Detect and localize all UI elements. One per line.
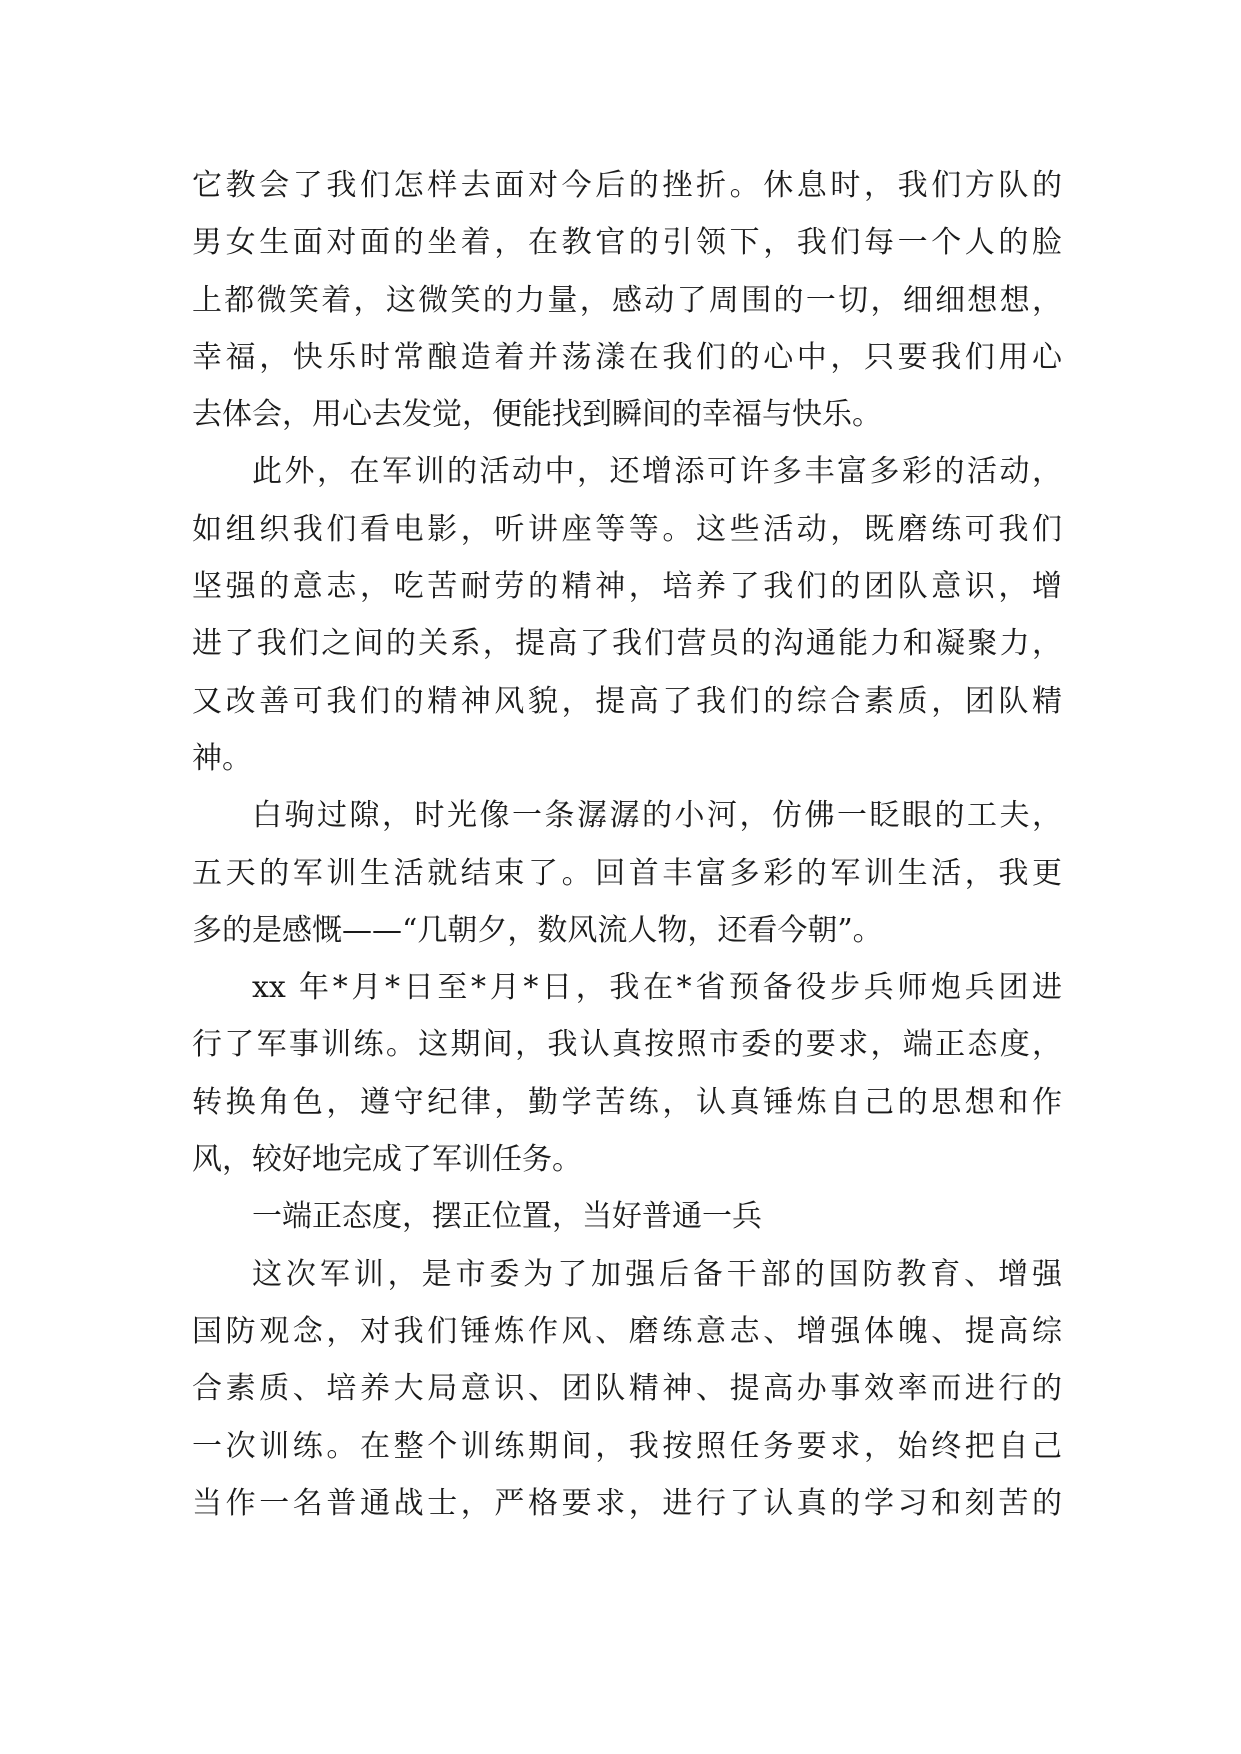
text-line: 男女生面对面的坐着，在教官的引领下，我们每一个人的脸 bbox=[192, 225, 1062, 261]
paragraph-1 bbox=[192, 157, 1062, 443]
text-line: 转换角色，遵守纪律，勤学苦练，认真锤炼自己的思想和作 bbox=[192, 1084, 1062, 1120]
text-line: 这次军训，是市委为了加强后备干部的国防教育、增强 bbox=[252, 1256, 1062, 1292]
text-line: 上都微笑着，这微笑的力量，感动了周围的一切，细细想想， bbox=[192, 282, 1062, 318]
text-line: 进了我们之间的关系，提高了我们营员的沟通能力和凝聚力， bbox=[192, 626, 1062, 662]
text-line: xx 年*月*日至*月*日，我在*省预备役步兵师炮兵团进 bbox=[252, 970, 1062, 1006]
paragraph-3 bbox=[192, 787, 1062, 959]
text-line: 此外，在军训的活动中，还增添可许多丰富多彩的活动， bbox=[252, 454, 1062, 490]
body-text bbox=[192, 157, 1062, 1532]
text-line: 行了军事训练。这期间，我认真按照市委的要求，端正态度， bbox=[192, 1027, 1062, 1063]
text-line: 如组织我们看电影，听讲座等等。这些活动，既磨练可我们 bbox=[192, 511, 1062, 547]
paragraph-4 bbox=[192, 959, 1062, 1188]
section-heading bbox=[192, 1188, 1062, 1245]
text-line: 幸福，快乐时常酿造着并荡漾在我们的心中，只要我们用心 bbox=[192, 339, 1062, 375]
text-line: 一次训练。在整个训练期间，我按照任务要求，始终把自己 bbox=[192, 1428, 1062, 1464]
text-line: 风，较好地完成了军训任务。 bbox=[192, 1142, 582, 1178]
text-line: 当作一名普通战士，严格要求，进行了认真的学习和刻苦的 bbox=[192, 1485, 1062, 1521]
text-line: 它教会了我们怎样去面对今后的挫折。休息时，我们方队的 bbox=[192, 168, 1062, 203]
text-line: 坚强的意志，吃苦耐劳的精神，培养了我们的团队意识，增 bbox=[192, 569, 1062, 605]
text-line: 去体会，用心去发觉，便能找到瞬间的幸福与快乐。 bbox=[192, 397, 882, 433]
text-line: 又改善可我们的精神风貌，提高了我们的综合素质，团队精 bbox=[192, 683, 1062, 719]
paragraph-5 bbox=[192, 1246, 1062, 1532]
paragraph-2 bbox=[192, 443, 1062, 787]
text-line: 国防观念，对我们锤炼作风、磨练意志、增强体魄、提高综 bbox=[192, 1313, 1062, 1349]
text-line: 五天的军训生活就结束了。回首丰富多彩的军训生活，我更 bbox=[192, 855, 1062, 891]
text-line: 神。 bbox=[192, 740, 252, 776]
heading-line: 一端正态度，摆正位置，当好普通一兵 bbox=[252, 1199, 762, 1235]
text-line: 合素质、培养大局意识、团队精神、提高办事效率而进行的 bbox=[192, 1371, 1062, 1407]
text-line: 白驹过隙，时光像一条潺潺的小河，仿佛一眨眼的工夫， bbox=[252, 798, 1062, 834]
text-line: 多的是感慨——“几朝夕，数风流人物，还看今朝”。 bbox=[192, 912, 883, 948]
